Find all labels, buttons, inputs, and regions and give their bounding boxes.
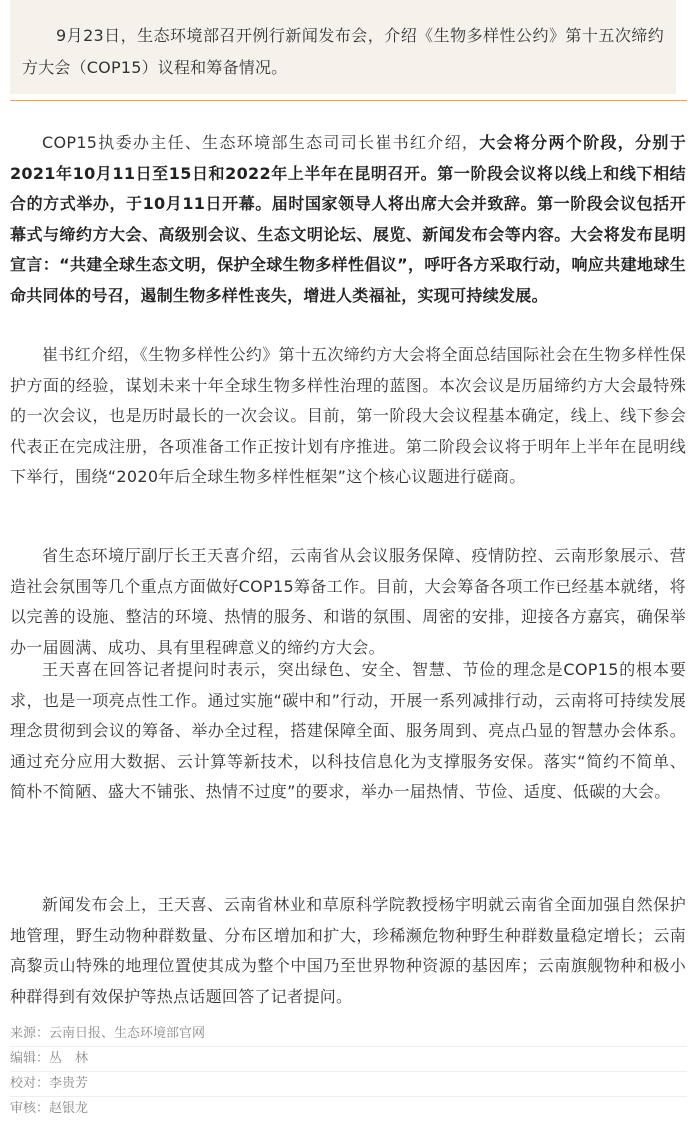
proofreader-credit: 校对：李贵芳 (10, 1076, 89, 1091)
paragraph-1-emphasis: 大会将分两个阶段，分别于2021年10月11日至15日和2022年上半年在昆明召开。第一阶段会议将以线上和线下相结合的方式举办，于10月11日开幕。届时国家领导人将出席大会并致辞。第一阶段会议包括开幕式与缔约方大会、高级别会议、生态文明论坛、展览、新闻发布会等内容。大会将发布昆明宣言：“共建全球生态文明，保护全球生物多样性倡议”，呼吁各方采取行动，响应共建地球生命共同体的号召，遏制生物多样性丧失，增进人类福祉，实现可持续发展。 (10, 133, 687, 305)
reviewer-credit: 审核：赵银龙 (10, 1101, 89, 1116)
editor-credit: 编辑：丛 林 (10, 1051, 89, 1066)
paragraph-4: 王天喜在回答记者提问时表示，突出绿色、安全、智慧、节俭的理念是COP15的根本要求，也是一项亮点性工作。通过实施“碳中和”行动，开展一系列减排行动，云南将可持续发展理念贯彻到会议的筹备、举办全过程，搭建保障全面、服务周到、亮点凸显的智慧办会体系。通过充分应用大数据、云计算等新技术，以科技信息化为支撑服务安保。落实“简约不简单、简朴不简陋、盛大不铺张、热情不过度”的要求，举办一届热情、节俭、适度、低碳的大会。 (10, 660, 686, 801)
lead-divider (10, 100, 687, 101)
lead-summary-text: 9月23日，生态环境部召开例行新闻发布会，介绍《生物多样性公约》第十五次缔约方大会（COP15）议程和筹备情况。 (22, 26, 664, 77)
paragraph-1 (10, 128, 686, 311)
lead-summary-box (10, 0, 676, 94)
paragraph-5: 新闻发布会上，王天喜、云南省林业和草原科学院教授杨宇明就云南省全面加强自然保护地管理，野生动物种群数量、分布区增加和扩大，珍稀濒危物种野生种群数量稳定增长；云南高黎贡山特殊的地理位置使其成为整个中国乃至世界物种资源的基因库；云南旗舰物种和极小种群得到有效保护等热点话题回答了记者提问。 (10, 895, 686, 1006)
paragraph-2: 崔书红介绍，《生物多样性公约》第十五次缔约方大会将全面总结国际社会在生物多样性保护方面的经验，谋划未来十年全球生物多样性治理的蓝图。本次会议是历届缔约方大会最特殊的一次会议，也是历时最长的一次会议。目前，第一阶段大会议程基本确定，线上、线下参会代表正在完成注册，各项准备工作正按计划有序推进。第二阶段会议将于明年上半年在昆明线下举行，围绕“2020年后全球生物多样性框架”这个核心议题进行磋商。 (10, 345, 687, 486)
source-credit: 来源：云南日报、生态环境部官网 (10, 1026, 206, 1041)
paragraph-3: 省生态环境厅副厅长王天喜介绍，云南省从会议服务保障、疫情防控、云南形象展示、营造社会氛围等几个重点方面做好COP15筹备工作。目前，大会筹备各项工作已经基本就绪，将以完善的设施、整洁的环境、热情的服务、和谐的氛围、周密的安排，迎接各方嘉宾，确保举办一届圆满、成功、具有里程碑意义的缔约方大会。 (10, 546, 686, 657)
paragraph-1-intro: COP15执委办主任、生态环境部生态司司长崔书红介绍， (42, 133, 480, 152)
